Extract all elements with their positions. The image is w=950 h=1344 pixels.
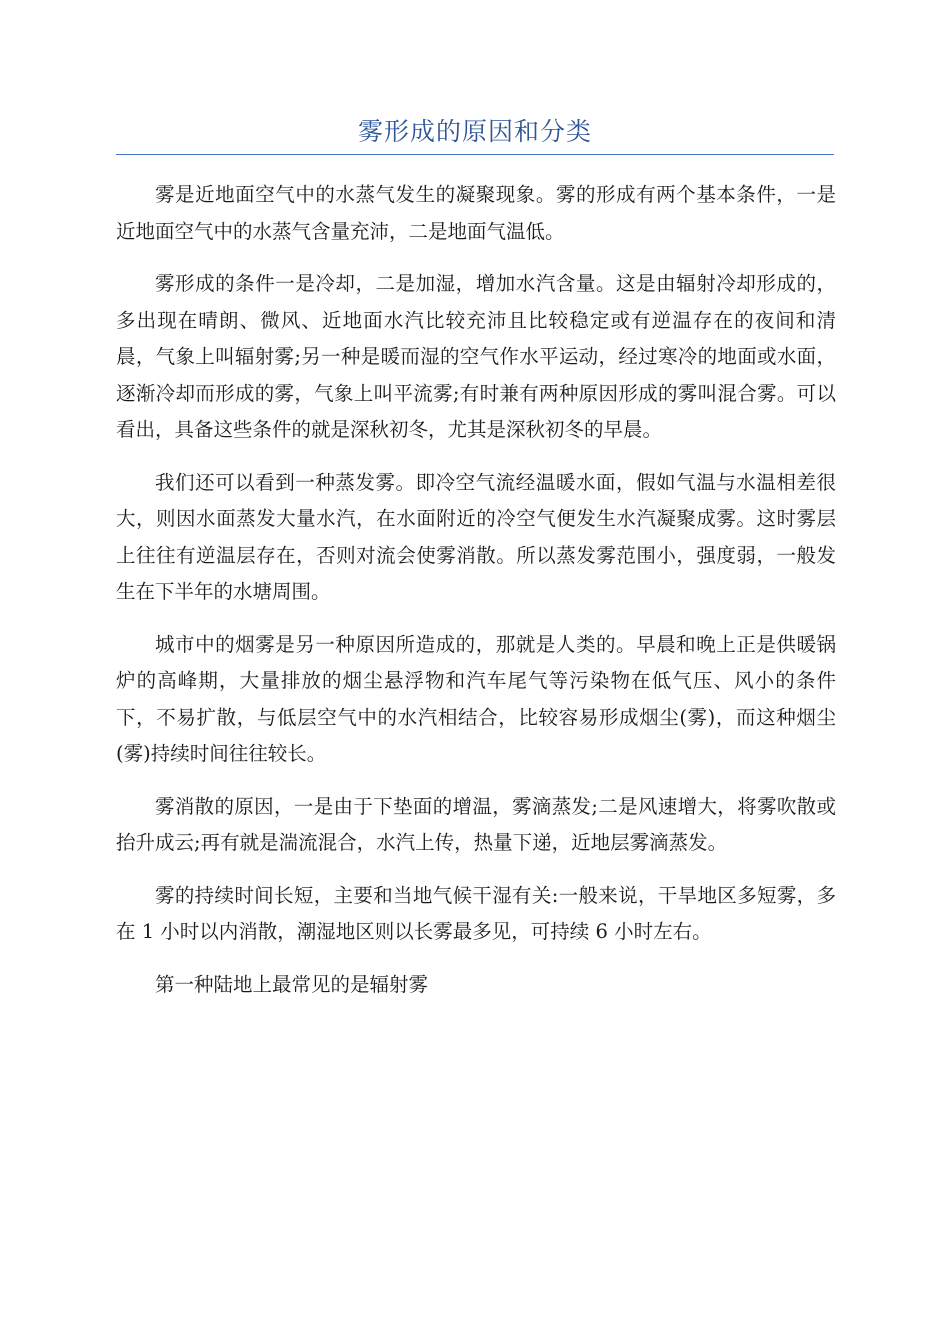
document-title: 雾形成的原因和分类	[357, 117, 592, 146]
paragraph-2: 雾形成的条件一是冷却，二是加湿，增加水汽含量。这是由辐射冷却形成的，多出现在晴朗、微风、近地面水汽比较充沛且比较稳定或有逆温存在的夜间和清晨，气象上叫辐射雾;另一种是暖而湿的空气作水平运动，经过寒冷的地面或水面，逐渐冷却而形成的雾，气象上叫平流雾;有时兼有两种原因形成的雾叫混合雾。可以看出，具备这些条件的就是深秋初冬，尤其是深秋初冬的早晨。	[116, 272, 836, 441]
paragraph-4: 城市中的烟雾是另一种原因所造成的，那就是人类的。早晨和晚上正是供暖锅炉的高峰期，大量排放的烟尘悬浮物和汽车尾气等污染物在低气压、风小的条件下，不易扩散，与低层空气中的水汽相结合，比较容易形成烟尘(雾)，而这种烟尘(雾)持续时间往往较长。	[116, 632, 836, 765]
title-underline	[116, 154, 834, 155]
document-body	[116, 177, 836, 1019]
paragraph-5: 雾消散的原因，一是由于下垫面的增温，雾滴蒸发;二是风速增大，将雾吹散或抬升成云;再有就是湍流混合，水汽上传，热量下递，近地层雾滴蒸发。	[116, 794, 836, 854]
paragraph-3: 我们还可以看到一种蒸发雾。即冷空气流经温暖水面，假如气温与水温相差很大，则因水面蒸发大量水汽，在水面附近的冷空气便发生水汽凝聚成雾。这时雾层上往往有逆温层存在，否则对流会使雾消散。所以蒸发雾范围小，强度弱，一般发生在下半年的水塘周围。	[116, 470, 836, 603]
paragraph-7: 第一种陆地上最常见的是辐射雾	[155, 972, 429, 996]
paragraph-1: 雾是近地面空气中的水蒸气发生的凝聚现象。雾的形成有两个基本条件，一是近地面空气中的水蒸气含量充沛，二是地面气温低。	[116, 183, 836, 243]
paragraph-6: 雾的持续时间长短，主要和当地气候干湿有关:一般来说，干旱地区多短雾，多在 1 小时以内消散，潮湿地区则以长雾最多见，可持续 6 小时左右。	[116, 883, 836, 943]
